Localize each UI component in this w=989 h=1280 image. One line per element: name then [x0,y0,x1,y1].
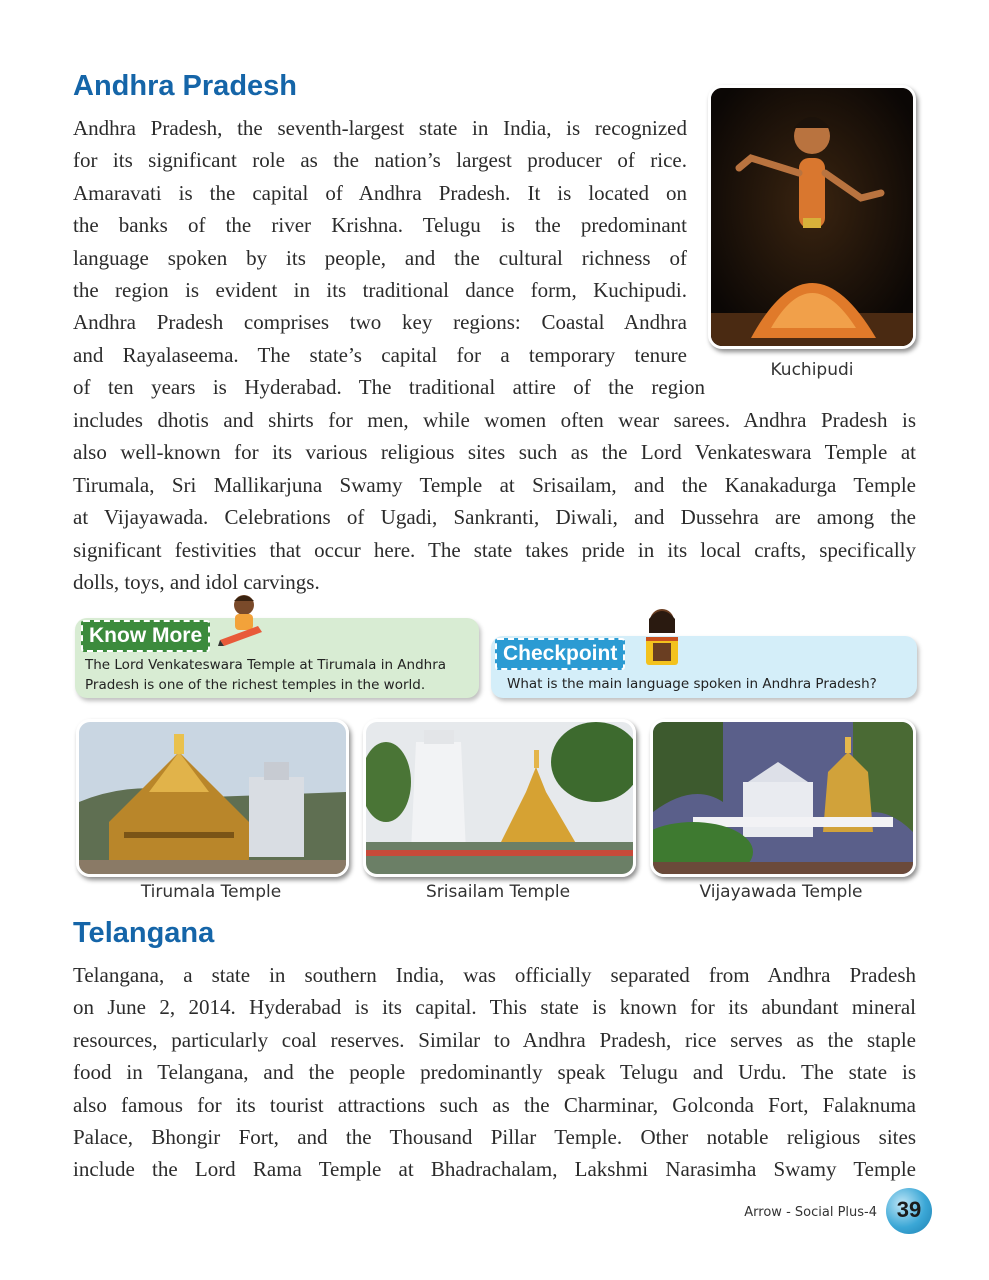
checkpoint-question: What is the main language spoken in Andhra Pradesh? [507,676,877,692]
text-line: for its significant role as the nation’s largest producer of rice. [73,148,687,173]
section-heading-telangana: Telangana [73,917,215,949]
text-line: on June 2, 2014. Hyderabad is its capital. This state is known for its abundant mineral [73,995,916,1020]
text-line: and Rayalaseema. The state’s capital for a temporary tenure [73,342,687,367]
text-line: the region is evident in its traditional dance form, Kuchipudi. [73,278,687,303]
know-more-text [85,655,475,695]
text-line: resources, particularly coal reserves. Similar to Andhra Pradesh, rice serves as the staple [73,1027,916,1052]
vijayawada-temple-photo [650,719,916,877]
kuchipudi-dancer-photo [708,85,916,349]
srisailam-caption: Srisailam Temple [425,882,571,902]
text-line: at Vijayawada. Celebrations of Ugadi, Sankranti, Diwali, and Dussehra are among the [73,505,916,530]
srisailam-temple-photo [363,719,636,877]
kuchipudi-caption: Kuchipudi [770,360,854,380]
book-title-footer: Arrow - Social Plus-4 [744,1205,877,1220]
tirumala-caption: Tirumala Temple [140,882,282,902]
text-line: also famous for its tourist attractions such as the Charminar, Golconda Fort, Falaknuma [73,1092,916,1117]
text-line: dolls, toys, and idol carvings. [73,570,320,595]
page-number: 39 [896,1197,922,1222]
text-line: Telangana, a state in southern India, was officially separated from Andhra Pradesh [73,963,916,987]
boy-with-pencil-icon [218,592,264,646]
text-line: significant festivities that occur here. The state takes pride in its local crafts, specifically [73,537,916,562]
text-line: Tirumala, Sri Mallikarjuna Swamy Temple at Srisailam, and the Kanakadurga Temple [73,472,916,497]
know-more-title: Know More [81,620,210,652]
andhra-paragraph-wrapped [73,112,705,404]
vijayawada-caption: Vijayawada Temple [699,882,863,902]
text-line: Palace, Bhongir Fort, and the Thousand Pillar Temple. Other notable religious sites [73,1125,916,1150]
text-line: also well-known for its various religious sites such as the Lord Venkateswara Temple at [73,440,916,465]
text-line: Amaravati is the capital of Andhra Pradesh. It is located on [73,180,687,205]
text-line: The Lord Venkateswara Temple at Tirumala in Andhra [85,657,447,673]
section-heading-andhra-pradesh: Andhra Pradesh [73,70,297,102]
text-line: Andhra Pradesh comprises two key regions: Coastal Andhra [73,310,687,335]
girl-with-book-icon [640,603,684,667]
telangana-paragraph [73,959,916,1186]
checkpoint-box [491,636,917,698]
text-line: Pradesh is one of the richest temples in the world. [85,677,426,693]
text-line: includes dhotis and shirts for men, while women often wear sarees. Andhra Pradesh is [73,408,916,432]
text-line: include the Lord Rama Temple at Bhadrachalam, Lakshmi Narasimha Swamy Temple [73,1157,916,1182]
tirumala-temple-photo [76,719,349,877]
text-line: language spoken by its people, and the cultural richness of [73,245,687,270]
text-line: of ten years is Hyderabad. The traditional attire of the region [73,375,705,400]
andhra-paragraph-full [73,404,916,598]
know-more-box [75,618,479,698]
page-number-globe-badge [886,1188,932,1234]
text-line: food in Telangana, and the people predominantly speak Telugu and Urdu. The state is [73,1060,916,1085]
text-line: the banks of the river Krishna. Telugu is the predominant [73,213,687,238]
checkpoint-title: Checkpoint [495,638,625,670]
text-line: Andhra Pradesh, the seventh-largest state in India, is recognized [73,116,687,140]
